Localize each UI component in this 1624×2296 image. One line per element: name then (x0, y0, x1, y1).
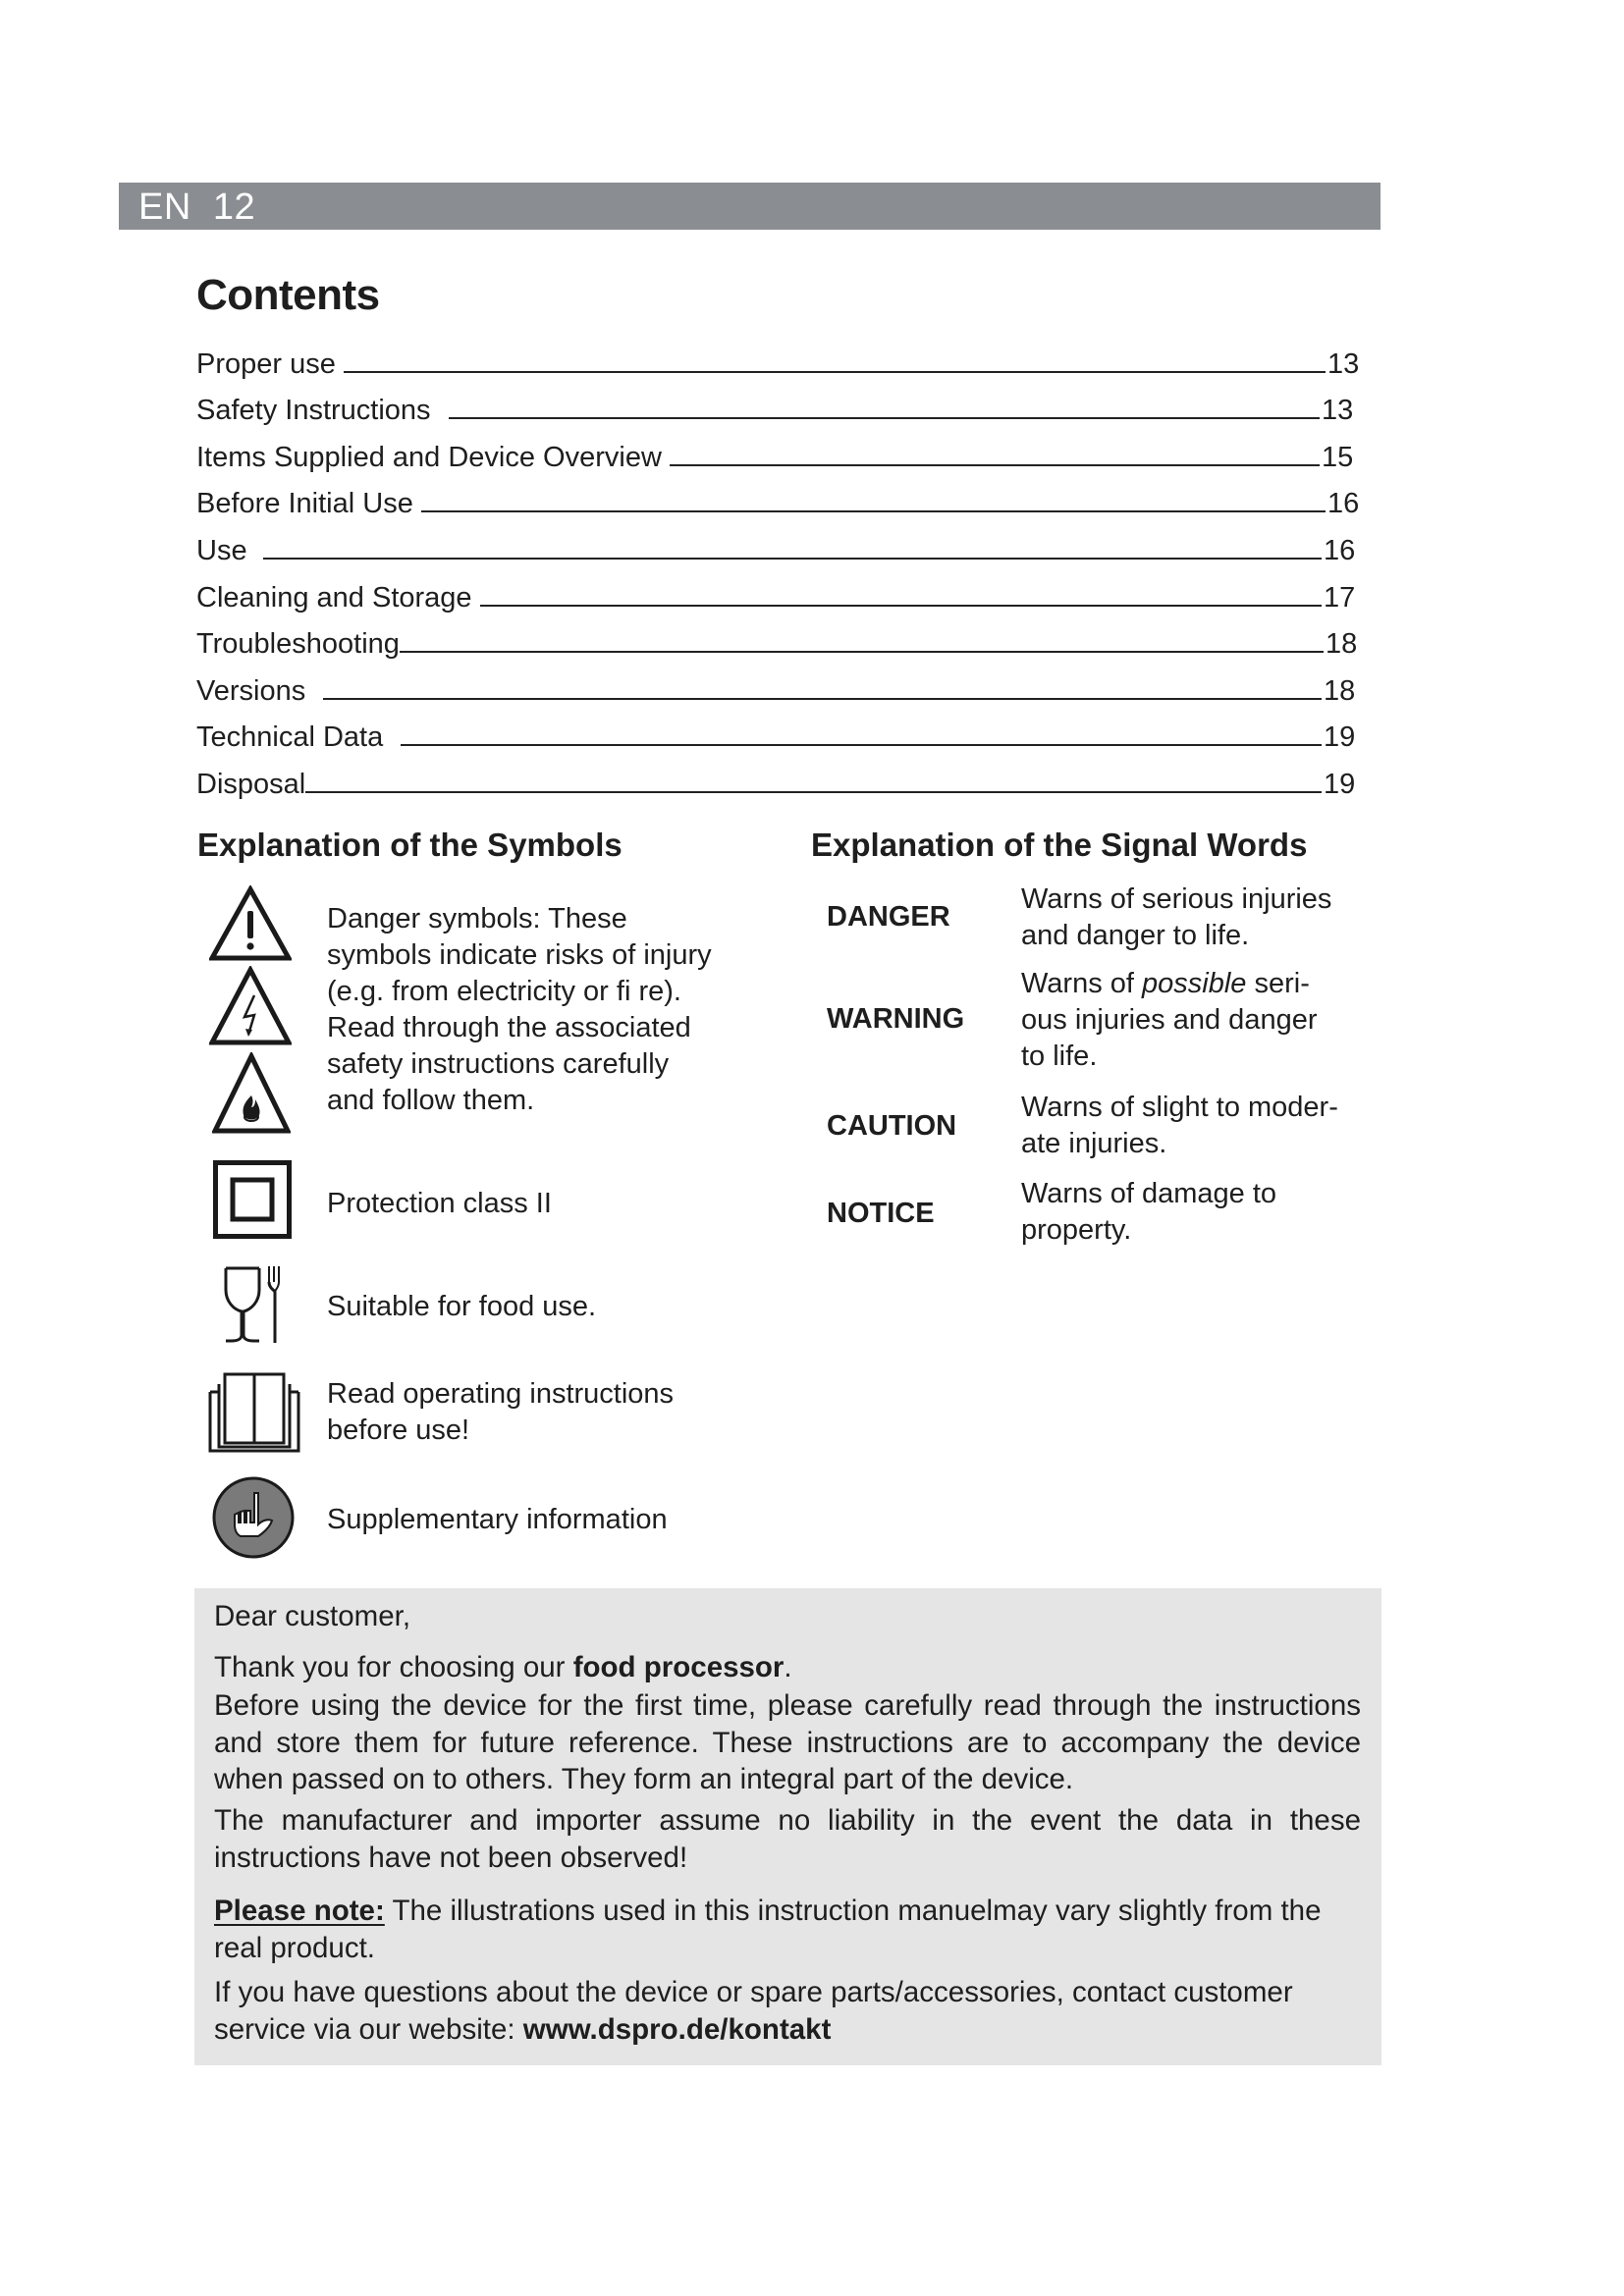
toc-entry[interactable] (196, 614, 1365, 662)
supplementary-info-icon (211, 1475, 296, 1560)
toc-entry-label: Items Supplied and Device Overview (196, 441, 662, 473)
toc-leader-line (670, 464, 1320, 466)
description-line: Read operating instructions (327, 1378, 675, 1410)
fire-hazard-icon (212, 1052, 291, 1135)
supplementary-info-description: Supplementary information (327, 1504, 668, 1535)
toc-entry[interactable] (196, 334, 1365, 381)
description-line: ous injuries and danger (1021, 1004, 1318, 1036)
emphasized-text: possible (1142, 968, 1247, 999)
toc-leader-line (263, 558, 1322, 560)
toc-leader-line (323, 698, 1322, 700)
before-use-text: Before using the device for the first time, please carefully read through the instructions and store them for future reference. These instructions are to accompany the device when passed on to others. They form an integral part of the device. (214, 1689, 1361, 1795)
toc-entry[interactable] (196, 661, 1365, 708)
toc-entry-label: Proper use (196, 347, 336, 380)
description-line: property. (1021, 1214, 1132, 1246)
electric-hazard-icon (209, 966, 292, 1046)
signal-word-warning: WARNING (827, 1003, 965, 1035)
description-line: Warns of slight to moder- (1021, 1092, 1338, 1123)
description-line: to life. (1021, 1041, 1098, 1072)
signal-word-notice-description (1021, 1176, 1384, 1249)
product-name: food processor (572, 1651, 785, 1683)
toc-leader-line (400, 651, 1324, 653)
signal-word-warning-description (1021, 966, 1384, 1075)
description-line: before use! (327, 1415, 470, 1446)
toc-entry-label: Use (196, 534, 247, 566)
description-line: Read through the associated (327, 1012, 691, 1043)
description-line: and danger to life. (1021, 920, 1250, 951)
toc-entry-page: 18 (1326, 628, 1358, 661)
toc-leader-line (401, 744, 1322, 746)
toc-entry-page: 19 (1324, 721, 1356, 754)
thank-you-text (214, 1649, 1361, 1686)
text-fragment: If you have questions about the device or spare parts/accessories, contact customer service via our website: (214, 1976, 1293, 2046)
toc-entry-page: 13 (1322, 395, 1354, 427)
toc-entry-label: Versions (196, 674, 306, 707)
contents-title: Contents (196, 271, 380, 319)
text-fragment: . (784, 1651, 792, 1683)
protection-class-ii-icon (213, 1160, 292, 1239)
toc-entry[interactable] (196, 754, 1365, 801)
toc-entry[interactable] (196, 708, 1365, 755)
signal-word-caution: CAUTION (827, 1110, 957, 1142)
toc-entry[interactable] (196, 567, 1365, 614)
description-line: Warns of serious injuries (1021, 883, 1332, 915)
toc-entry[interactable] (196, 427, 1365, 474)
toc-leader-line (344, 371, 1326, 373)
toc-entry-label: Troubleshooting (196, 628, 400, 661)
signal-words-section-heading: Explanation of the Signal Words (811, 827, 1308, 863)
toc-leader-line (305, 791, 1322, 793)
protection-class-description: Protection class II (327, 1188, 552, 1219)
toc-entry-page: 13 (1327, 347, 1360, 380)
signal-word-caution-description (1021, 1090, 1384, 1162)
toc-entry-label: Disposal (196, 768, 306, 800)
text-fragment: seri- (1246, 968, 1310, 999)
toc-entry-page: 19 (1324, 768, 1356, 800)
warning-exclamation-icon (209, 885, 292, 962)
text-fragment: Warns of (1021, 968, 1143, 999)
greeting: Dear customer, (214, 1600, 411, 1632)
contact-url-link[interactable]: www.dspro.de/kontakt (522, 2012, 832, 2046)
toc-entry-page: 15 (1322, 441, 1354, 473)
liability-text: The manufacturer and importer assume no liability in the event the data in these instructions have not been observed! (214, 1804, 1361, 1874)
danger-symbols-description (327, 901, 712, 1119)
food-safe-icon (220, 1264, 285, 1345)
toc-entry-page: 17 (1324, 581, 1356, 614)
text-fragment: The illustrations used in this instruction manuelmay vary slightly from the real product. (214, 1895, 1322, 1964)
signal-word-danger-description (1021, 881, 1384, 954)
description-line: Danger symbols: These (327, 903, 627, 934)
food-safe-description: Suitable for food use. (327, 1291, 597, 1322)
toc-entry-label: Technical Data (196, 721, 384, 754)
description-line: Warns of damage to (1021, 1178, 1277, 1209)
toc-entry-page: 18 (1324, 674, 1356, 707)
toc-entry-label: Before Initial Use (196, 488, 413, 520)
customer-note-box (194, 1588, 1381, 2065)
toc-leader-line (449, 417, 1320, 419)
toc-entry-label: Safety Instructions (196, 395, 431, 427)
toc-entry[interactable] (196, 381, 1365, 428)
contact-text (214, 1974, 1361, 2048)
read-manual-icon (207, 1370, 301, 1453)
toc-entry-page: 16 (1327, 488, 1360, 520)
toc-leader-line (421, 510, 1326, 512)
description-line: safety instructions carefully (327, 1048, 670, 1080)
please-note-label: Please note: (214, 1895, 385, 1927)
toc-entry-label: Cleaning and Storage (196, 581, 472, 614)
description-line: and follow them. (327, 1085, 535, 1116)
description-line: ate injuries. (1021, 1128, 1167, 1159)
table-of-contents (196, 334, 1365, 801)
toc-entry[interactable] (196, 474, 1365, 521)
page-header-bar (119, 183, 1380, 230)
description-line (1021, 966, 1384, 1002)
toc-leader-line (480, 605, 1322, 607)
toc-entry-page: 16 (1324, 534, 1356, 566)
symbols-section-heading: Explanation of the Symbols (197, 827, 623, 863)
text-fragment: Thank you for choosing our (214, 1651, 573, 1683)
signal-word-danger: DANGER (827, 901, 950, 933)
toc-entry[interactable] (196, 520, 1365, 567)
page-number-label: EN 12 (138, 187, 256, 228)
read-manual-description (327, 1376, 674, 1449)
description-line: symbols indicate risks of injury (327, 939, 712, 971)
description-line: (e.g. from electricity or fi re). (327, 976, 681, 1007)
signal-word-notice: NOTICE (827, 1198, 935, 1229)
please-note-text (214, 1893, 1361, 1966)
